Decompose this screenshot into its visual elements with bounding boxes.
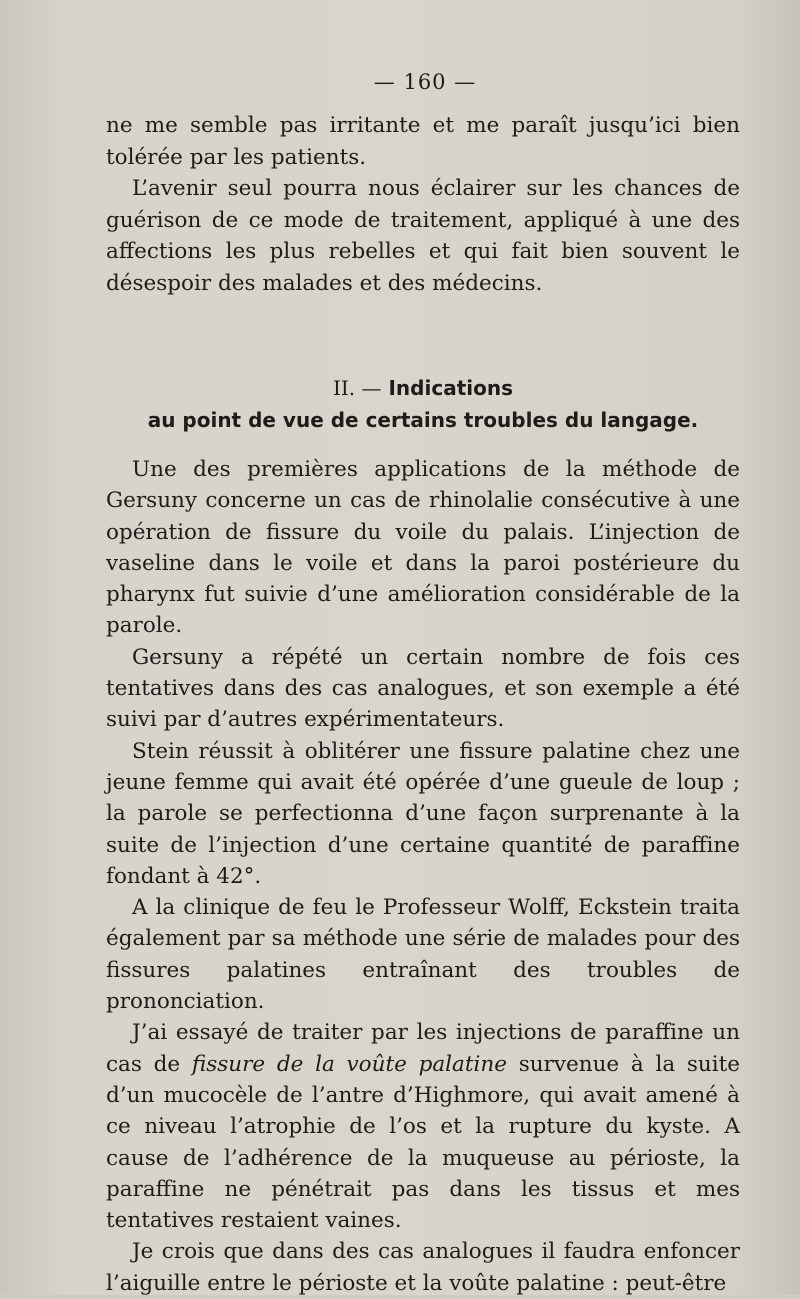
- paragraph: Gersuny a répété un certain nombre de fois ces tentatives dans des cas analogues, et son exemple a été suivi par d’autres expérimentateurs.: [106, 644, 740, 733]
- text-span: J’ai essayé de traiter par les injections de paraffine un cas de: [106, 1020, 740, 1077]
- italic-term: fissure de la voûte palatine: [191, 1051, 507, 1077]
- section-heading: [106, 372, 740, 436]
- paragraph: Une des premières applications de la méthode de Gersuny concerne un cas de rhinolalie consécutive à une opération de fissure du voile du palais. L’injection de vaseline dans le voile et dans la paroi postérieure du pharynx fut suivie d’une amélioration considérable de la parole.: [106, 457, 740, 639]
- paragraph: Je crois que dans des cas analogues il faudra enfoncer l’aiguille entre le périoste et la voûte palatine : peut-être: [106, 1239, 740, 1296]
- body-section: [106, 454, 740, 1299]
- heading-title: Indications: [388, 376, 513, 400]
- paragraph: ne me semble pas irritante et me paraît jusqu’ici bien tolérée par les patients.: [106, 113, 740, 170]
- section-number: II. —: [333, 376, 382, 400]
- paragraph: A la clinique de feu le Professeur Wolff, Eckstein traita également par sa méthode une série de malades pour des fissures palatines entraînant des troubles de prononciation.: [106, 895, 740, 1015]
- intro-section: [106, 110, 740, 299]
- page-number: — 160 —: [373, 70, 477, 94]
- paragraph: L’avenir seul pourra nous éclairer sur les chances de guérison de ce mode de traitement, appliqué à une des affections les plus rebelles et qui fait bien souvent le désespoir des malades et des médecins.: [106, 176, 740, 296]
- text-span: survenue à la suite d’un mucocèle de l’antre d’Highmore, qui avait amené à ce niveau l’atrophie de l’os et la rupture du kyste. A cause de l’adhérence de la muqueuse au périoste, la paraffine ne pénétrait pas dans les tissus et mes tentatives restaient vaines.: [106, 1051, 740, 1234]
- paragraph-with-italic: [106, 1017, 740, 1236]
- heading-line-1: [106, 372, 740, 404]
- paragraph: Stein réussit à oblitérer une fissure palatine chez une jeune femme qui avait été opérée d’une gueule de loup ; la parole se perfectionna d’une façon surprenante à la suite de l’injection d’une certaine quantité de paraffine fondant à 42°.: [106, 738, 740, 889]
- heading-line-2: au point de vue de certains troubles du langage.: [147, 408, 699, 432]
